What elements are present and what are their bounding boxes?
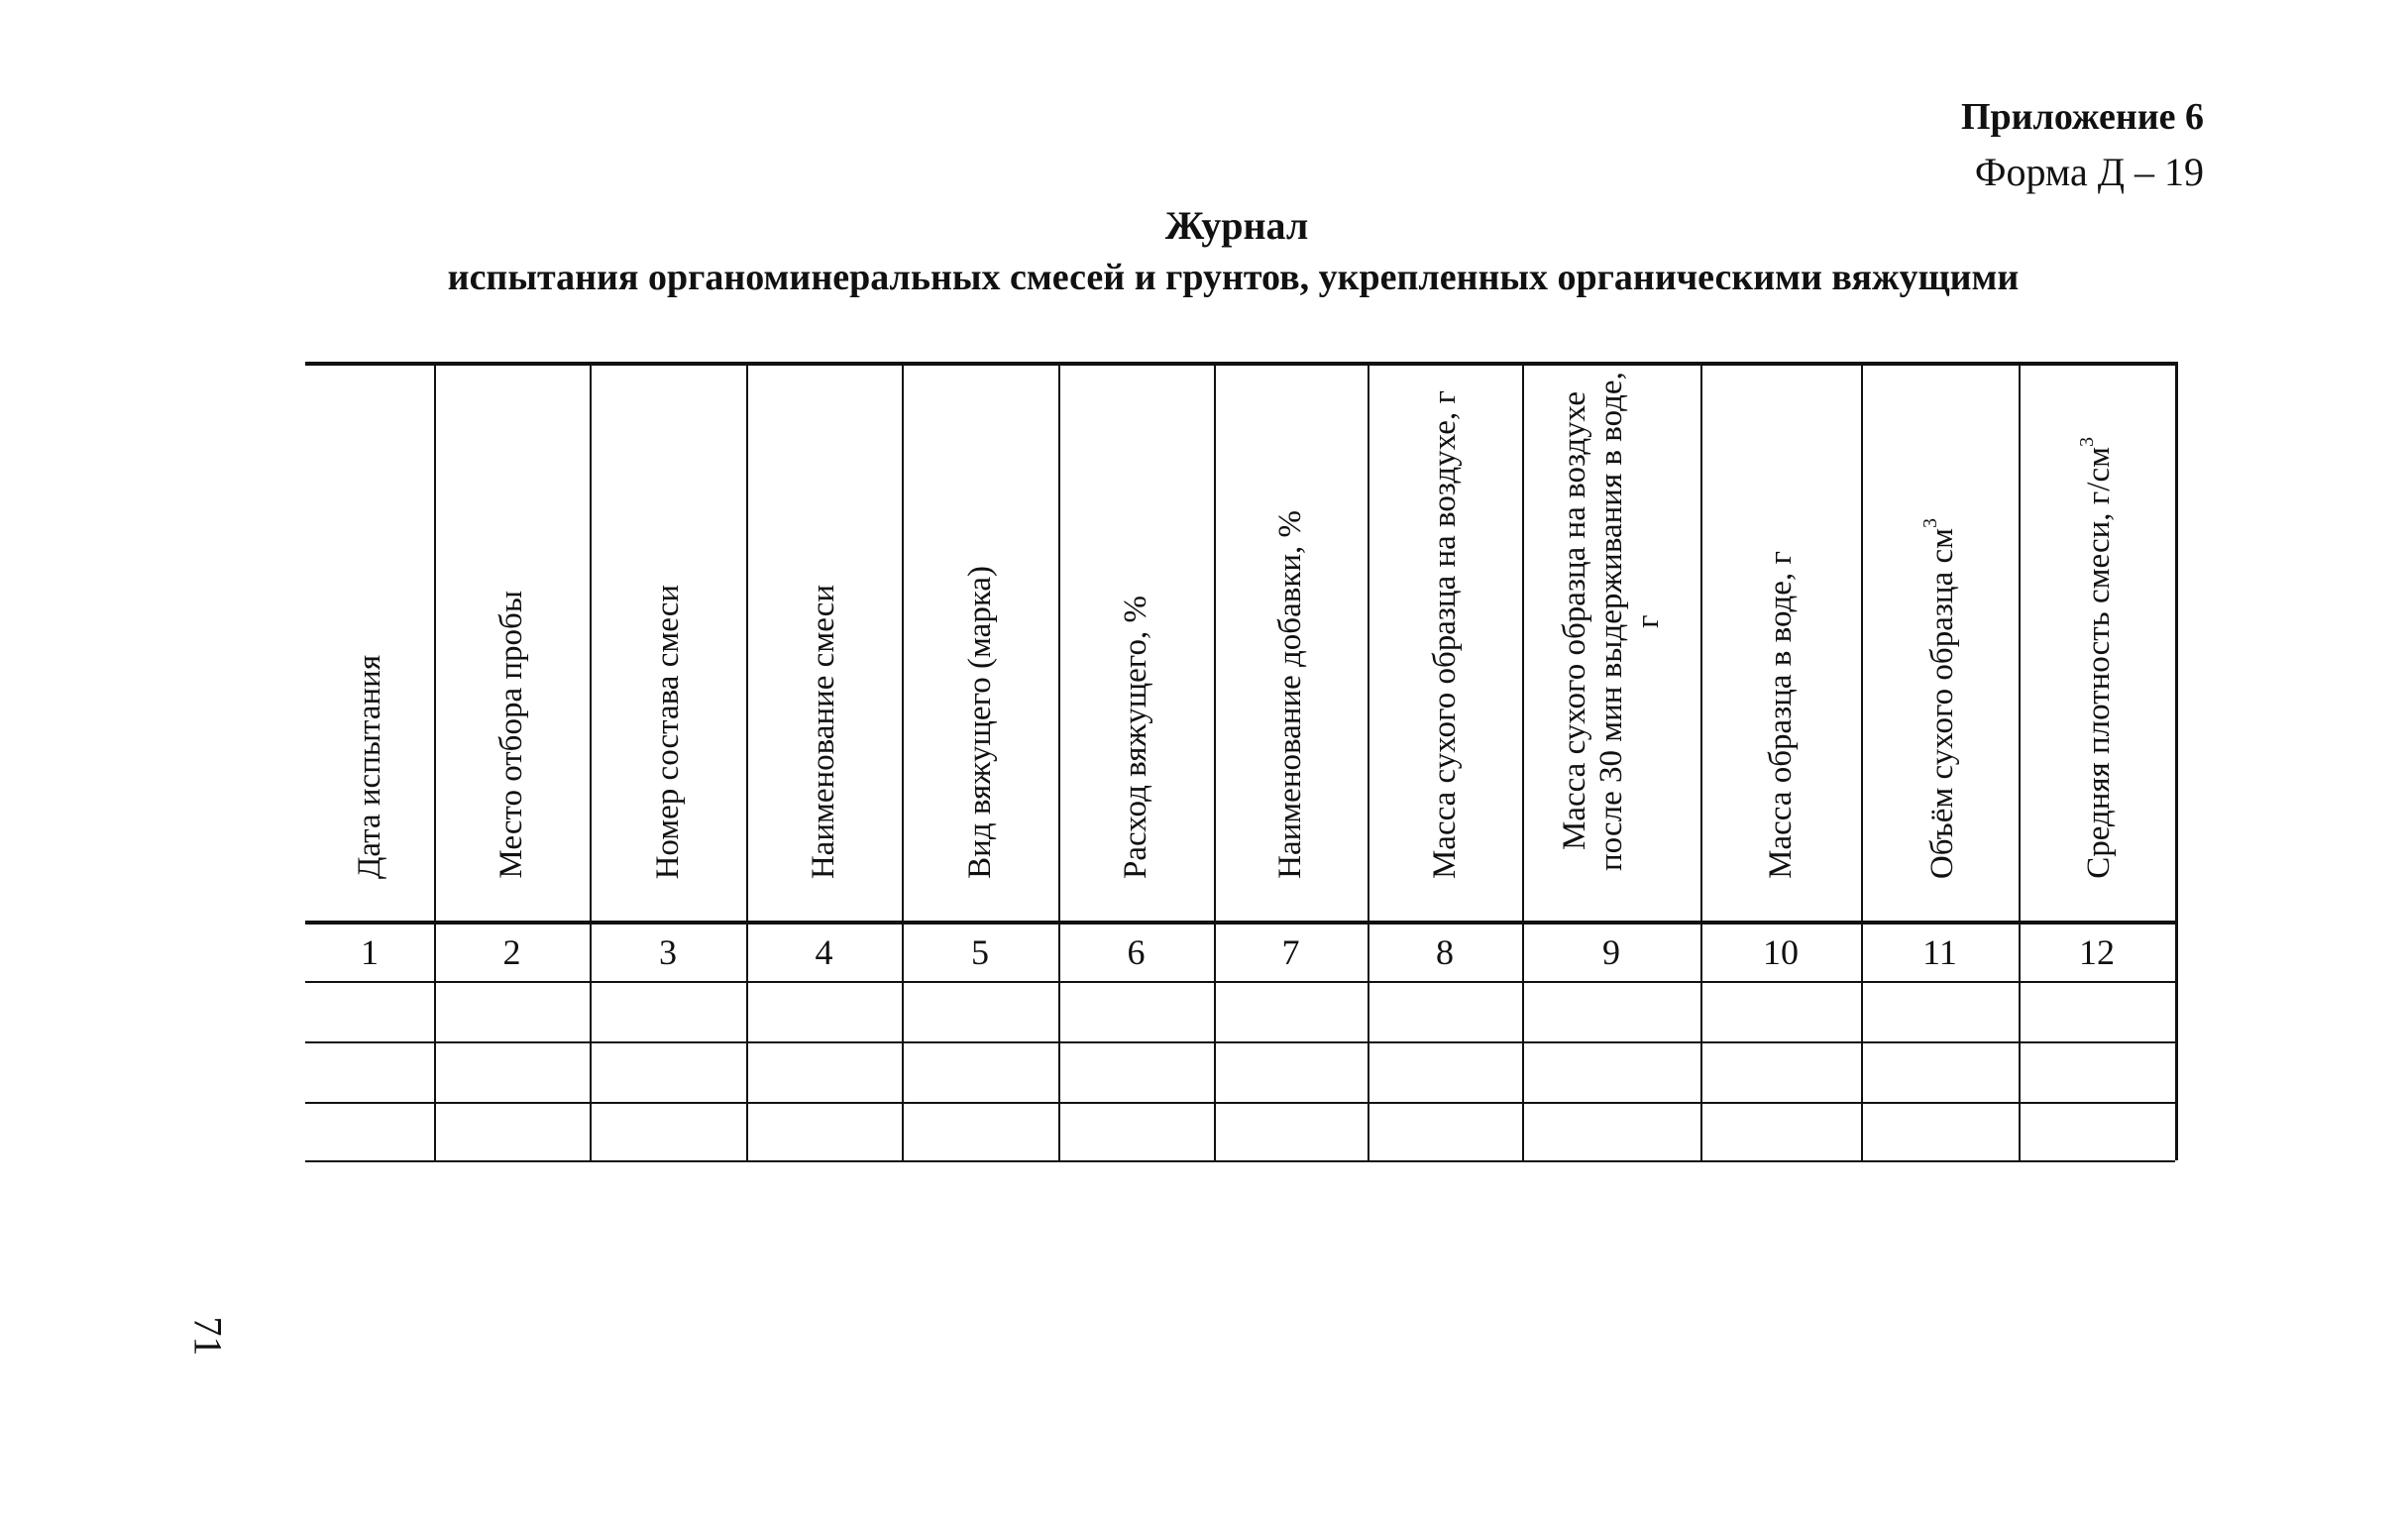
empty-cell[interactable] (436, 1105, 588, 1159)
appendix-label: Приложение 6 (1960, 96, 2204, 138)
empty-cell[interactable] (2021, 1044, 2173, 1101)
document-subtitle: испытания органоминеральных смесей и грунтов, укрепленных органическими вяжущими (447, 257, 2020, 298)
column-header-text: Средняя плотность смеси, г/см (2081, 447, 2118, 879)
column-header-text: Вид вяжущего (марка) (961, 566, 998, 879)
column-header-label (962, 566, 999, 879)
table-column-rule (2175, 362, 2178, 1160)
empty-cell[interactable] (1216, 1105, 1366, 1159)
empty-cell[interactable] (1369, 984, 1520, 1040)
column-number: 8 (1436, 932, 1454, 972)
empty-cell[interactable] (1060, 1044, 1212, 1101)
empty-cell[interactable] (307, 1044, 432, 1101)
column-number: 7 (1281, 932, 1300, 972)
empty-cell[interactable] (748, 1105, 900, 1159)
column-header-label (352, 655, 388, 879)
column-header (1522, 362, 1700, 921)
empty-cell[interactable] (592, 1044, 744, 1101)
column-header-text: Номер состава смеси (649, 584, 686, 879)
empty-cell[interactable] (1702, 1044, 1859, 1101)
empty-cell[interactable] (307, 984, 432, 1040)
empty-cell[interactable] (2021, 984, 2173, 1040)
table-rule (305, 1102, 2175, 1104)
column-number: 4 (815, 932, 833, 972)
column-header (2019, 362, 2175, 921)
empty-cell[interactable] (1524, 1105, 1698, 1159)
superscript: 3 (2076, 437, 2099, 448)
column-header-text: Масса образца в воде, г (1762, 551, 1799, 879)
empty-cell[interactable] (1216, 1044, 1366, 1101)
empty-cell[interactable] (748, 984, 900, 1040)
column-header (1861, 362, 2019, 921)
column-header-label (1118, 596, 1154, 879)
empty-cell[interactable] (307, 1105, 432, 1159)
column-header-text: Дата испытания (351, 654, 387, 879)
empty-cell[interactable] (1863, 1105, 2017, 1159)
empty-cell[interactable] (2021, 1105, 2173, 1159)
column-header-label (2076, 437, 2118, 879)
empty-cell[interactable] (1702, 1105, 1859, 1159)
column-header-text: Масса сухого образца на воздухе, г (1426, 389, 1463, 879)
column-number: 1 (361, 932, 379, 972)
column-header-label (1763, 551, 1800, 879)
column-header-label (493, 591, 530, 879)
empty-cell[interactable] (436, 984, 588, 1040)
page-number: 71 (185, 1316, 231, 1357)
column-number: 10 (1763, 932, 1799, 972)
column-header-label (1272, 510, 1309, 879)
column-number: 9 (1602, 932, 1620, 972)
empty-cell[interactable] (436, 1044, 588, 1101)
column-number: 6 (1127, 932, 1146, 972)
column-header-text: Наименование смеси (806, 584, 842, 879)
column-header-label (1919, 518, 1961, 879)
document-title: Журнал (1164, 203, 1309, 248)
empty-cell[interactable] (592, 984, 744, 1040)
column-number: 12 (2079, 932, 2115, 972)
empty-cell[interactable] (1216, 984, 1366, 1040)
empty-cell[interactable] (592, 1105, 744, 1159)
column-header (434, 362, 590, 921)
empty-cell[interactable] (904, 1105, 1056, 1159)
column-header (902, 362, 1058, 921)
empty-cell[interactable] (904, 1044, 1056, 1101)
column-header-label (1427, 390, 1464, 879)
empty-cell[interactable] (1863, 984, 2017, 1040)
form-label: Форма Д – 19 (1974, 150, 2204, 194)
column-header (590, 362, 746, 921)
column-number: 11 (1922, 932, 1957, 972)
column-number: 3 (659, 932, 677, 972)
empty-cell[interactable] (1369, 1044, 1520, 1101)
empty-cell[interactable] (1060, 984, 1212, 1040)
table-rule (305, 1041, 2175, 1043)
empty-cell[interactable] (748, 1044, 900, 1101)
empty-cell[interactable] (1702, 984, 1859, 1040)
column-number: 2 (502, 932, 521, 972)
column-header-text: Расход вяжущего, % (1118, 596, 1154, 879)
column-header-text: Объём сухого образца см (1923, 527, 1960, 879)
empty-cell[interactable] (1863, 1044, 2017, 1101)
empty-cell[interactable] (904, 984, 1056, 1040)
column-header-label (806, 585, 842, 879)
table-rule (305, 1160, 2175, 1162)
empty-cell[interactable] (1524, 984, 1698, 1040)
column-header-label (1557, 364, 1667, 879)
column-number: 5 (971, 932, 989, 972)
superscript: 3 (1918, 517, 1941, 528)
column-header-text: Масса сухого образца на воздухе после 30 мин выдерживания в воде, г (1556, 372, 1666, 871)
column-header (1700, 362, 1861, 921)
journal-table (305, 362, 2175, 1160)
column-header (1368, 362, 1522, 921)
column-header (305, 362, 434, 921)
column-header-label (650, 585, 687, 879)
column-header (1058, 362, 1214, 921)
empty-cell[interactable] (1369, 1105, 1520, 1159)
empty-cell[interactable] (1060, 1105, 1212, 1159)
column-header (1214, 362, 1368, 921)
column-header-text: Наименование добавки, % (1272, 510, 1309, 879)
empty-cell[interactable] (1524, 1044, 1698, 1101)
column-header-text: Место отбора пробы (493, 591, 530, 879)
column-header (746, 362, 902, 921)
